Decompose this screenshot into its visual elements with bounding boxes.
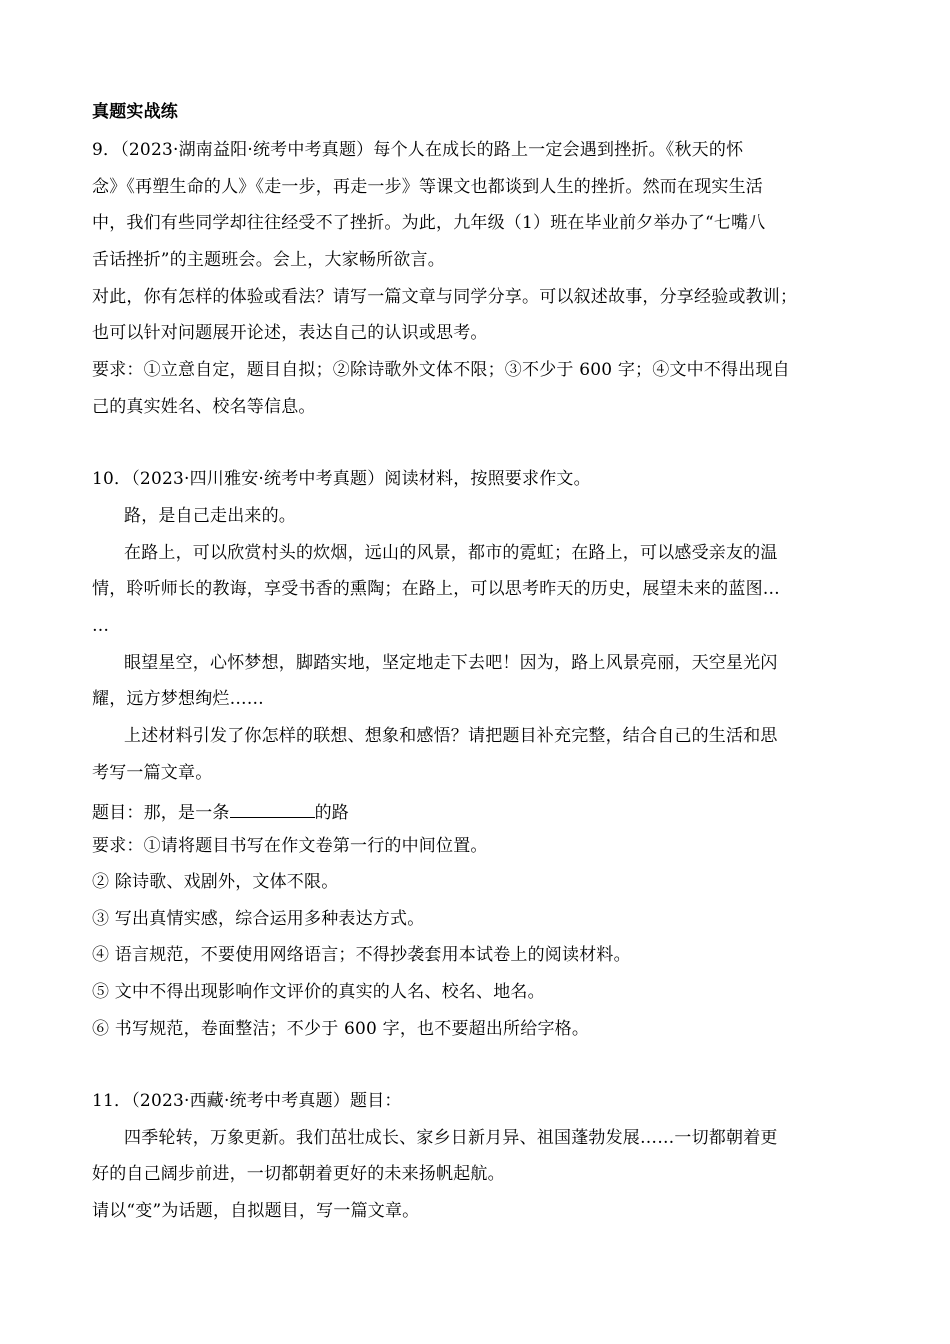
- q9-line-7: 要求：①立意自定，题目自拟；②除诗歌外文体不限；③不少于 600 字；④文中不得出现自: [92, 360, 790, 380]
- q10-requirement-3: ③ 写出真情实感，综合运用多种表达方式。: [92, 909, 425, 929]
- q10-requirement-1: 要求：①请将题目书写在作文卷第一行的中间位置。: [92, 836, 488, 856]
- q10-paragraph-3b: 耀，远方梦想绚烂……: [92, 689, 264, 709]
- q9-line-2: 念》《再塑生命的人》《走一步，再走一步》等课文也都谈到人生的挫折。然而在现实生活: [92, 177, 763, 197]
- q9-line-3: 中，我们有些同学却往往经受不了挫折。为此，九年级（1）班在毕业前夕举办了“七嘴八: [92, 213, 766, 233]
- q10-requirement-4: ④ 语言规范，不要使用网络语言；不得抄袭套用本试卷上的阅读材料。: [92, 945, 631, 965]
- q10-requirement-2: ② 除诗歌、戏剧外，文体不限。: [92, 872, 339, 892]
- q10-header: 10．（2023·四川雅安·统考中考真题）阅读材料，按照要求作文。: [92, 469, 591, 489]
- q10-requirement-6: ⑥ 书写规范，卷面整洁；不少于 600 字，也不要超出所给字格。: [92, 1019, 590, 1039]
- q10-paragraph-2a: 在路上，可以欣赏村头的炊烟，远山的风景，都市的霓虹；在路上，可以感受亲友的温: [124, 543, 778, 563]
- q10-title-blank: [230, 799, 315, 818]
- q10-requirement-5: ⑤ 文中不得出现影响作文评价的真实的人名、校名、地名。: [92, 982, 545, 1002]
- q11-paragraph-2: 请以“变”为话题，自拟题目，写一篇文章。: [92, 1201, 420, 1221]
- q10-paragraph-1: 路，是自己走出来的。: [124, 506, 296, 526]
- q11-header: 11．（2023·西藏·统考中考真题）题目：: [92, 1091, 402, 1111]
- section-title: 真题实战练: [92, 102, 178, 122]
- q11-paragraph-1b: 好的自己阔步前进，一切都朝着更好的未来扬帆起航。: [92, 1164, 505, 1184]
- q10-paragraph-3a: 眼望星空，心怀梦想，脚踏实地，坚定地走下去吧！因为，路上风景亮丽，天空星光闪: [124, 653, 778, 673]
- q10-paragraph-4b: 考写一篇文章。: [92, 763, 213, 783]
- q9-line-5: 对此，你有怎样的体验或看法？请写一篇文章与同学分享。可以叙述故事，分享经验或教训；: [92, 287, 798, 307]
- q9-line-4: 舌话挫折”的主题班会。会上，大家畅所欲言。: [92, 250, 445, 270]
- q10-title-prefix: 题目：那，是一条: [92, 803, 230, 823]
- q10-paragraph-2b: 情，聆听师长的教诲，享受书香的熏陶；在路上，可以思考昨天的历史，展望未来的蓝图…: [92, 579, 780, 599]
- q9-line-6: 也可以针对问题展开论述，表达自己的认识或思考。: [92, 323, 488, 343]
- q10-title-suffix: 的路: [314, 803, 350, 823]
- q10-title-line: [92, 799, 872, 823]
- q9-line-8: 己的真实姓名、校名等信息。: [92, 397, 316, 417]
- q11-paragraph-1a: 四季轮转，万象更新。我们茁壮成长、家乡日新月异、祖国蓬勃发展……一切都朝着更: [124, 1128, 778, 1148]
- q10-paragraph-4a: 上述材料引发了你怎样的联想、想象和感悟？请把题目补充完整，结合自己的生活和思: [124, 726, 778, 746]
- q9-line-1: 9．（2023·湖南益阳·统考中考真题）每个人在成长的路上一定会遇到挫折。《秋天的怀: [92, 140, 744, 160]
- q10-paragraph-2c: …: [92, 616, 110, 636]
